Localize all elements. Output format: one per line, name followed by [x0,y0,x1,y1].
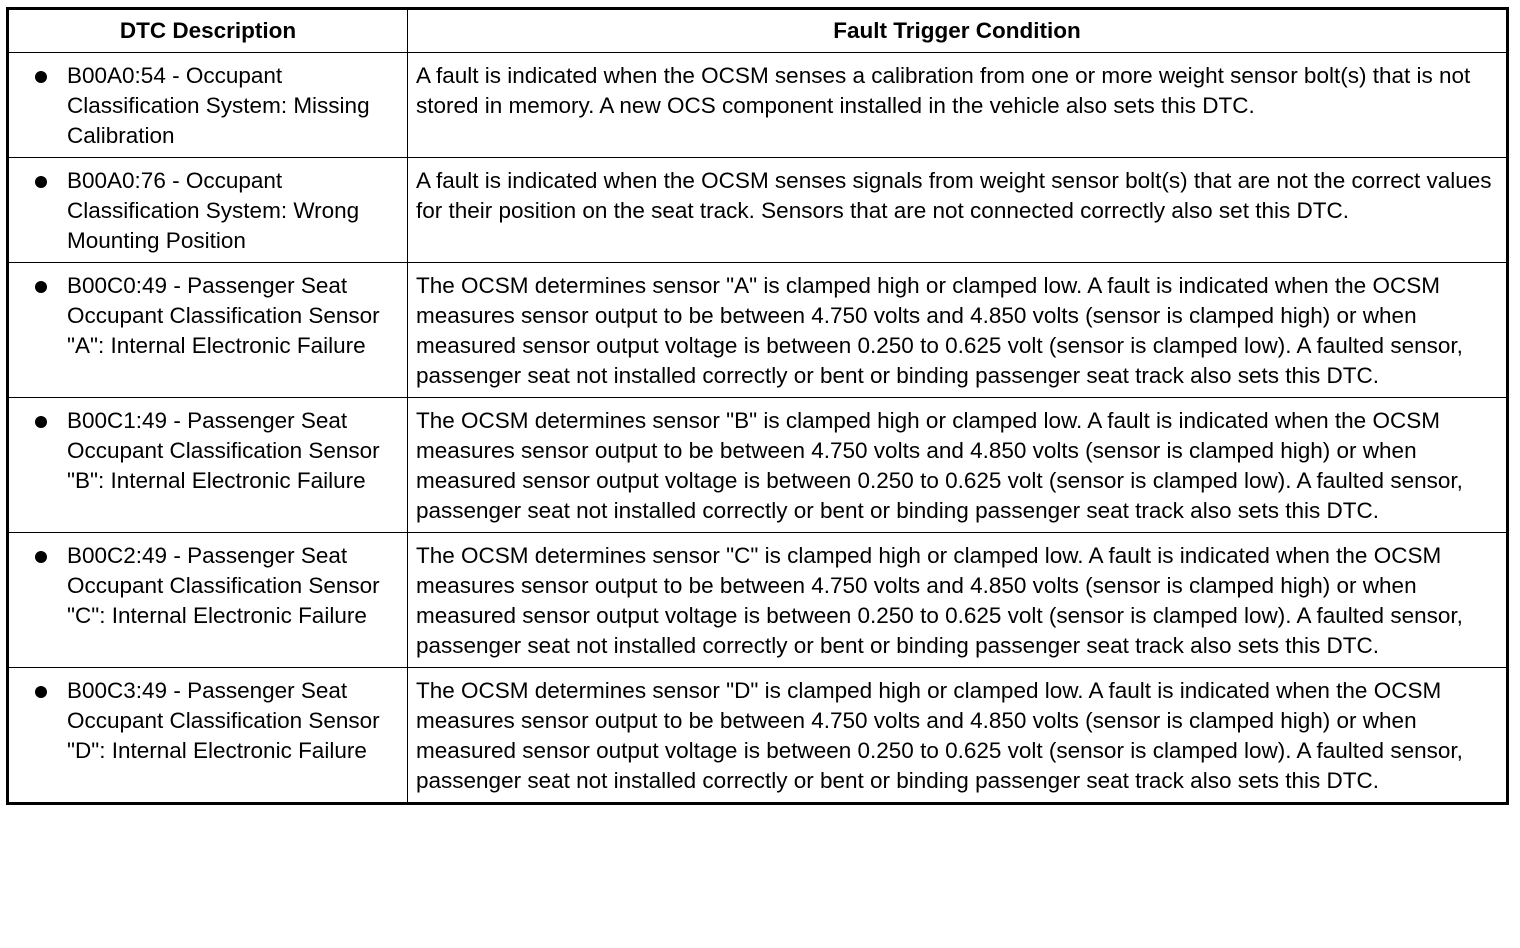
dtc-description-text: B00A0:76 - Occupant Classification System: Wrong Mounting Position [67,168,360,253]
dtc-description-cell [8,398,408,533]
fault-trigger-condition-cell: The OCSM determines sensor "C" is clamped high or clamped low. A fault is indicated when the OCSM measures sensor output to be between 4.750 volts and 4.850 volts (sensor is clamped high) or when measured sensor output voltage is between 0.250 to 0.625 volt (sensor is clamped low). A faulted sensor, passenger seat not installed correctly or bent or binding passenger seat track also sets this DTC. [408,533,1508,668]
bullet-icon [35,551,47,563]
dtc-description-cell [8,263,408,398]
dtc-table [6,7,1509,805]
dtc-description-cell [8,668,408,804]
fault-trigger-condition-cell: A fault is indicated when the OCSM senses a calibration from one or more weight sensor bolt(s) that is not stored in memory. A new OCS component installed in the vehicle also sets this DTC. [408,53,1508,158]
table-row [8,263,1508,398]
dtc-description-text: B00C1:49 - Passenger Seat Occupant Classification Sensor "B": Internal Electronic Failure [67,408,380,493]
table-row [8,398,1508,533]
fault-trigger-condition-cell: A fault is indicated when the OCSM senses signals from weight sensor bolt(s) that are not the correct values for their position on the seat track. Sensors that are not connected correctly also set this DTC. [408,158,1508,263]
table-row [8,668,1508,804]
dtc-description-cell [8,533,408,668]
bullet-icon [35,71,47,83]
dtc-description-text: B00C3:49 - Passenger Seat Occupant Classification Sensor "D": Internal Electronic Failure [67,678,380,763]
header-fault-trigger-condition: Fault Trigger Condition [408,9,1508,53]
dtc-description-text: B00C0:49 - Passenger Seat Occupant Classification Sensor "A": Internal Electronic Failure [67,273,380,358]
fault-trigger-condition-cell: The OCSM determines sensor "D" is clamped high or clamped low. A fault is indicated when the OCSM measures sensor output to be between 4.750 volts and 4.850 volts (sensor is clamped high) or when measured sensor output voltage is between 0.250 to 0.625 volt (sensor is clamped low). A faulted sensor, passenger seat not installed correctly or bent or binding passenger seat track also sets this DTC. [408,668,1508,804]
bullet-icon [35,176,47,188]
dtc-description-cell [8,158,408,263]
header-row [8,9,1508,53]
bullet-icon [35,416,47,428]
header-dtc-description: DTC Description [8,9,408,53]
table-row [8,533,1508,668]
bullet-icon [35,281,47,293]
bullet-icon [35,686,47,698]
dtc-description-text: B00A0:54 - Occupant Classification System: Missing Calibration [67,63,370,148]
fault-trigger-condition-cell: The OCSM determines sensor "A" is clamped high or clamped low. A fault is indicated when the OCSM measures sensor output to be between 4.750 volts and 4.850 volts (sensor is clamped high) or when measured sensor output voltage is between 0.250 to 0.625 volt (sensor is clamped low). A faulted sensor, passenger seat not installed correctly or bent or binding passenger seat track also sets this DTC. [408,263,1508,398]
table-row [8,158,1508,263]
dtc-description-text: B00C2:49 - Passenger Seat Occupant Classification Sensor "C": Internal Electronic Failure [67,543,380,628]
dtc-description-cell [8,53,408,158]
fault-trigger-condition-cell: The OCSM determines sensor "B" is clamped high or clamped low. A fault is indicated when the OCSM measures sensor output to be between 4.750 volts and 4.850 volts (sensor is clamped high) or when measured sensor output voltage is between 0.250 to 0.625 volt (sensor is clamped low). A faulted sensor, passenger seat not installed correctly or bent or binding passenger seat track also sets this DTC. [408,398,1508,533]
table-row [8,53,1508,158]
